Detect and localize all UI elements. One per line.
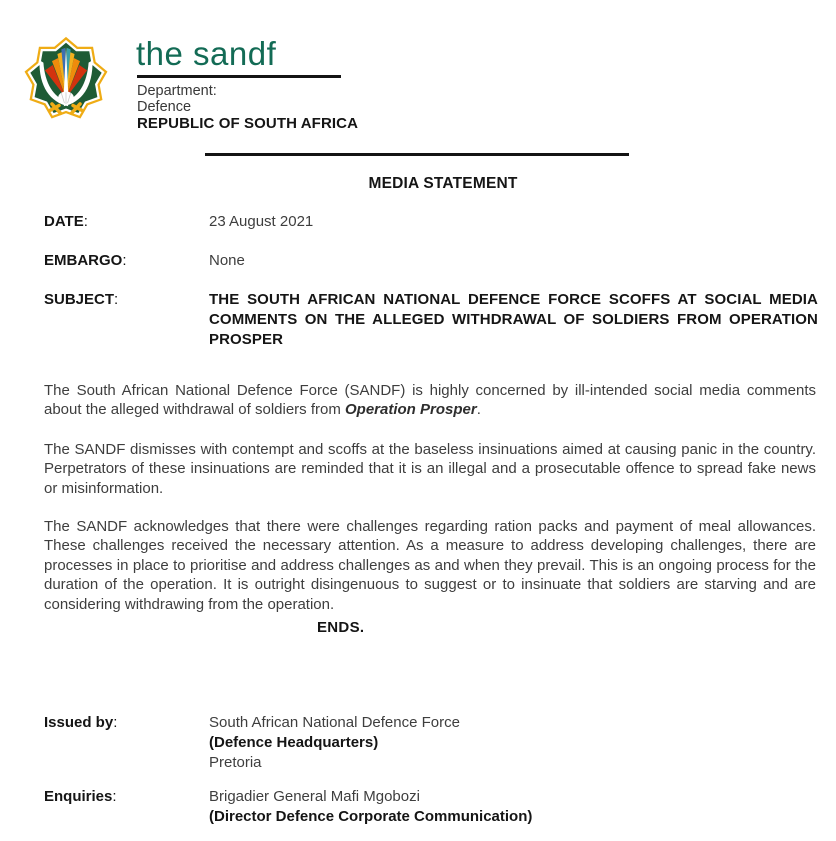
enquiries-label: Enquiries: bbox=[44, 788, 117, 805]
embargo-label: EMBARGO: bbox=[44, 252, 127, 269]
subject-label: SUBJECT: bbox=[44, 291, 119, 308]
enquiries-row bbox=[44, 787, 818, 827]
date-value: 23 August 2021 bbox=[209, 213, 314, 230]
enquiries-role: (Director Defence Corporate Communication) bbox=[209, 808, 533, 825]
department-name: Defence bbox=[137, 99, 192, 116]
ends-marker: ENDS. bbox=[317, 619, 365, 636]
body-paragraph-2: The SANDF dismisses with contempt and scoffs at the baseless insinuations aimed at causing panic in the country. Perpetrators of these insinuations are reminded that it is an illegal and a prosecutable offence to spread fake news or misinformation. bbox=[44, 441, 816, 497]
field-row-date bbox=[44, 212, 818, 232]
field-row-subject bbox=[44, 290, 818, 350]
document-title: MEDIA STATEMENT bbox=[368, 175, 518, 192]
brand-title: the sandf bbox=[136, 35, 277, 72]
embargo-value: None bbox=[209, 252, 245, 269]
sandf-emblem-logo bbox=[18, 26, 114, 132]
issuing-unit: (Defence Headquarters) bbox=[209, 734, 379, 751]
date-label: DATE: bbox=[44, 213, 88, 230]
issuing-organisation: South African National Defence Force bbox=[209, 714, 460, 731]
operation-name-emphasis: Operation Prosper bbox=[345, 401, 477, 419]
enquiries-person: Brigadier General Mafi Mgobozi bbox=[209, 788, 420, 805]
department-label: Department: bbox=[137, 83, 217, 99]
field-row-embargo bbox=[44, 251, 818, 271]
issued-by-row bbox=[44, 713, 818, 773]
department-block bbox=[137, 83, 358, 132]
brand-underline bbox=[137, 75, 341, 78]
body-paragraph-3: The SANDF acknowledges that there were challenges regarding ration packs and payment of meal allowances. These challenges received the necessary attention. As a measure to address developing challenges, there are processes in place to prioritise and address challenges as and when they prevail. This is an ongoing process for the duration of the operation. It is outright disingenuous to suggest or to insinuate that soldiers are starving and are considering withdrawing from the operation. bbox=[44, 518, 816, 613]
issuing-city: Pretoria bbox=[209, 754, 262, 771]
country-name: REPUBLIC OF SOUTH AFRICA bbox=[137, 114, 359, 132]
subject-value: THE SOUTH AFRICAN NATIONAL DEFENCE FORCE SCOFFS AT SOCIAL MEDIA COMMENTS ON THE ALLEGED WITHDRAWAL OF SOLDIERS FROM OPERATION PROSPER bbox=[209, 291, 818, 348]
issued-by-label: Issued by: bbox=[44, 714, 118, 731]
issued-by-value bbox=[209, 713, 818, 773]
header-divider-rule bbox=[205, 153, 629, 156]
body-paragraph-1: The South African National Defence Force (SANDF) is highly concerned by ill-intended social media comments about the alleged withdrawal of soldiers from Operation Prosper. bbox=[44, 382, 816, 419]
enquiries-value bbox=[209, 787, 818, 827]
